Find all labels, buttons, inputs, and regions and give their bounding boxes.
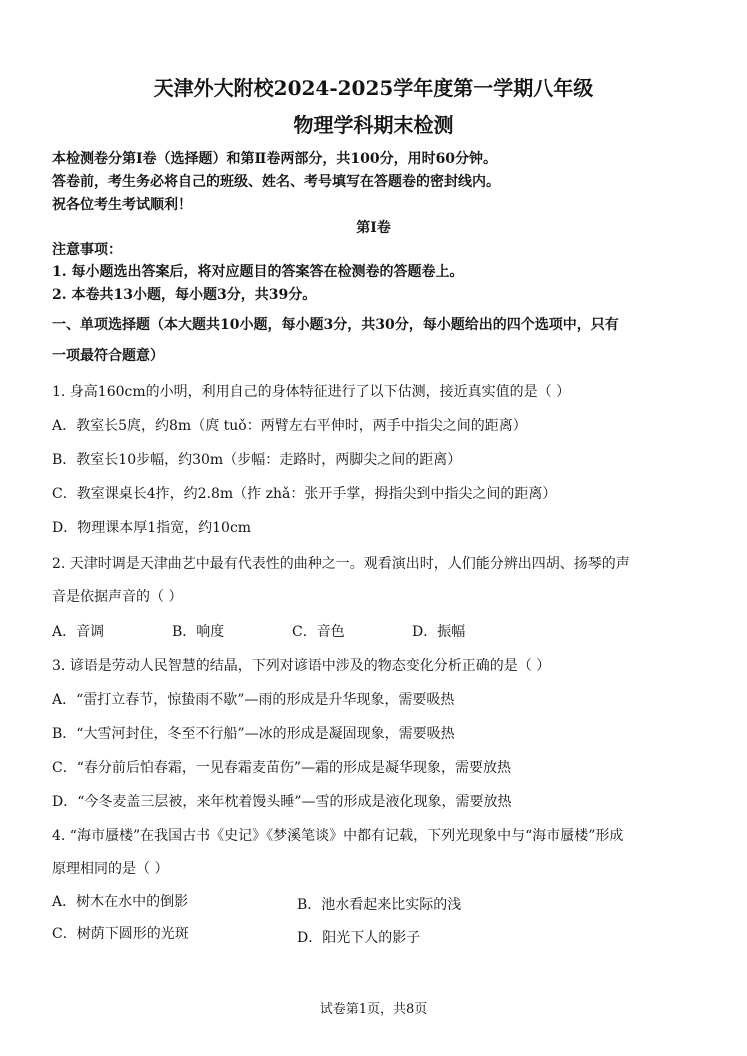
question-4-option-d: D．阳光下人的影子 — [297, 930, 421, 946]
notes-item-2: 2. 本卷共13小题，每小题3分，共39分。 — [52, 287, 317, 303]
question-1-option-d: D．物理课本厚1指宽，约10cm — [52, 520, 252, 536]
question-1-stem: 1. 身高160cm的小明，利用自己的身体特征进行了以下估测，接近真实值的是（ ） — [52, 384, 571, 400]
question-3-option-c: C．“春分前后怕春霜，一见春霜麦苗伤”—霜的形成是凝华现象，需要放热 — [52, 760, 512, 776]
intro-line-1: 本检测卷分第Ⅰ卷（选择题）和第Ⅱ卷两部分，共100分，用时60分钟。 — [52, 151, 498, 167]
exam-title: 天津外大附校2024-2025学年度第一学期八年级 — [153, 76, 594, 100]
question-4-option-c: C．树荫下圆形的光斑 — [52, 926, 189, 942]
question-2-stem-line-1: 2. 天津时调是天津曲艺中最有代表性的曲种之一。观看演出时，人们能分辨出四胡、扬琴的声 — [52, 556, 630, 572]
question-4-stem-line-2: 原理相同的是（ ） — [52, 861, 169, 877]
part1-instructions-line-1: 一、单项选择题（本大题共10小题，每小题3分，共30分，每小题给出的四个选项中，只有 — [52, 317, 619, 333]
question-3-option-a: A．“雷打立春节，惊蛰雨不歇”—雨的形成是升华现象，需要吸热 — [52, 692, 455, 708]
question-1-option-a: A．教室长5庹，约8m（庹 tuǒ：两臂左右平伸时，两手中指尖之间的距离） — [52, 418, 527, 434]
exam-subtitle: 物理学科期末检测 — [293, 113, 454, 137]
part1-instructions-line-2: 一项最符合题意） — [52, 348, 164, 364]
notes-heading: 注意事项： — [52, 242, 122, 258]
notes-item-1: 1. 每小题选出答案后，将对应题目的答案答在检测卷的答题卷上。 — [52, 264, 464, 280]
section-title: 第Ⅰ卷 — [356, 220, 391, 236]
question-2-option-c: C．音色 — [292, 624, 345, 640]
question-1-option-b: B．教室长10步幅，约30m（步幅：走路时，两脚尖之间的距离） — [52, 452, 462, 468]
question-1-option-c: C．教室课桌长4拃，约2.8m（拃 zhǎ：张开手掌，拇指尖到中指尖之间的距离） — [52, 486, 557, 502]
question-2-stem-line-2: 音是依据声音的（ ） — [52, 589, 183, 605]
question-3-option-b: B．“大雪河封住，冬至不行船”—冰的形成是凝固现象，需要吸热 — [52, 726, 455, 742]
question-2-option-d: D．振幅 — [412, 624, 466, 640]
question-2-option-b: B．响度 — [172, 624, 225, 640]
intro-line-2: 答卷前，考生务必将自己的班级、姓名、考号填写在答题卷的密封线内。 — [52, 174, 500, 190]
question-4-option-b: B．池水看起来比实际的浅 — [297, 897, 462, 913]
intro-line-3: 祝各位考生考试顺利！ — [52, 197, 192, 213]
question-3-option-d: D．“今冬麦盖三层被，来年枕着馒头睡”—雪的形成是液化现象，需要放热 — [52, 794, 512, 810]
page-footer: 试卷第1页，共8页 — [319, 1002, 428, 1017]
question-3-stem: 3. 谚语是劳动人民智慧的结晶，下列对谚语中涉及的物态变化分析正确的是（ ） — [52, 658, 551, 674]
question-4-option-a: A．树木在水中的倒影 — [52, 894, 189, 910]
question-4-stem-line-1: 4. “海市蜃楼”在我国古书《史记》《梦溪笔谈》中都有记载，下列光现象中与“海市蜃楼”形成 — [52, 828, 624, 844]
question-2-option-a: A．音调 — [52, 624, 105, 640]
